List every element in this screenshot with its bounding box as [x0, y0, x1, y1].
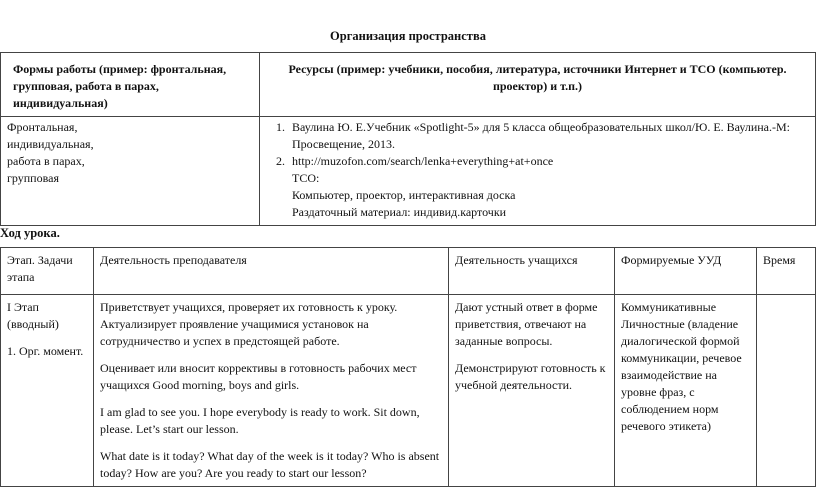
work-form-item: работа в парах,	[7, 154, 85, 168]
lesson-flow-heading: Ход урока.	[0, 226, 60, 240]
teacher-paragraph: What date is it today? What day of the week is it today? Who is absent today? How are you? Are you ready to start our lesson?	[100, 449, 440, 480]
teacher-activity-cell	[94, 295, 449, 487]
space-table-content-row	[1, 117, 816, 226]
lesson-flow-table	[0, 247, 816, 487]
work-forms-header: Формы работы (пример: фронтальная, групповая, работа в парах, индивидуальная)	[1, 53, 260, 117]
teacher-activity-header: Деятельность преподавателя	[94, 248, 449, 295]
uud-header: Формируемые УУД	[615, 248, 757, 295]
page-title: Организация пространства	[330, 29, 486, 43]
lesson-table-header-row	[1, 248, 816, 295]
space-table-header-row	[1, 53, 816, 117]
teacher-paragraph: I am glad to see you. I hope everybody is ready to work. Sit down, please. Let’s start our lesson.	[100, 405, 420, 436]
teacher-paragraph: Приветствует учащихся, проверяет их готовность к уроку. Актуализирует проявление учащимися установок на сотрудничество и успех в предстоящей работе.	[100, 300, 398, 348]
student-paragraph: Дают устный ответ в форме приветствия, отвечают на заданные вопросы.	[455, 300, 598, 348]
student-activity-cell	[449, 295, 615, 487]
student-paragraph: Демонстрируют готовность к учебной деятельности.	[455, 361, 606, 392]
resource-item: 1. Ваулина Ю. Е.Учебник «Spotlight-5» для 5 класса общеобразовательных школ/Ю. Е. Ваулина.-М: Просвещение, 2013.	[288, 119, 809, 153]
student-activity-header: Деятельность учащихся	[449, 248, 615, 295]
stage-cell	[1, 295, 94, 487]
work-forms-cell	[1, 117, 260, 226]
work-form-item: групповая	[7, 171, 59, 185]
time-header: Время	[757, 248, 816, 295]
resource-link[interactable]: 2. http://muzofon.com/search/lenka+everything+at+once	[288, 153, 809, 170]
equipment-text: Компьютер, проектор, интерактивная доска	[292, 188, 516, 202]
work-form-item: Фронтальная,	[7, 120, 78, 134]
work-form-item: индивидуальная,	[7, 137, 94, 151]
uud-cell: Коммуникативные Личностные (владение диалогической формой коммуникации, речевое взаимодействие на уровне фраз, с соблюдением норм речевого этикета)	[615, 295, 757, 487]
resources-cell	[260, 117, 816, 226]
stage-header: Этап. Задачи этапа	[1, 248, 94, 295]
teacher-paragraph: Оценивает или вносит коррективы в готовность рабочих мест учащихся Good morning, boys and girls.	[100, 361, 417, 392]
handout-text: Раздаточный материал: индивид.карточки	[292, 205, 507, 219]
resources-header: Ресурсы (пример: учебники, пособия, литература, источники Интернет и ТСО (компьютер. проектор) и т.п.)	[260, 53, 816, 117]
stage-task: 1. Орг. момент.	[7, 344, 84, 358]
tso-label: ТСО:	[292, 171, 320, 185]
space-organization-table	[0, 52, 816, 226]
resources-list	[266, 119, 809, 170]
time-cell	[757, 295, 816, 487]
lesson-table-row	[1, 295, 816, 487]
stage-name: I Этап (вводный)	[7, 300, 59, 331]
